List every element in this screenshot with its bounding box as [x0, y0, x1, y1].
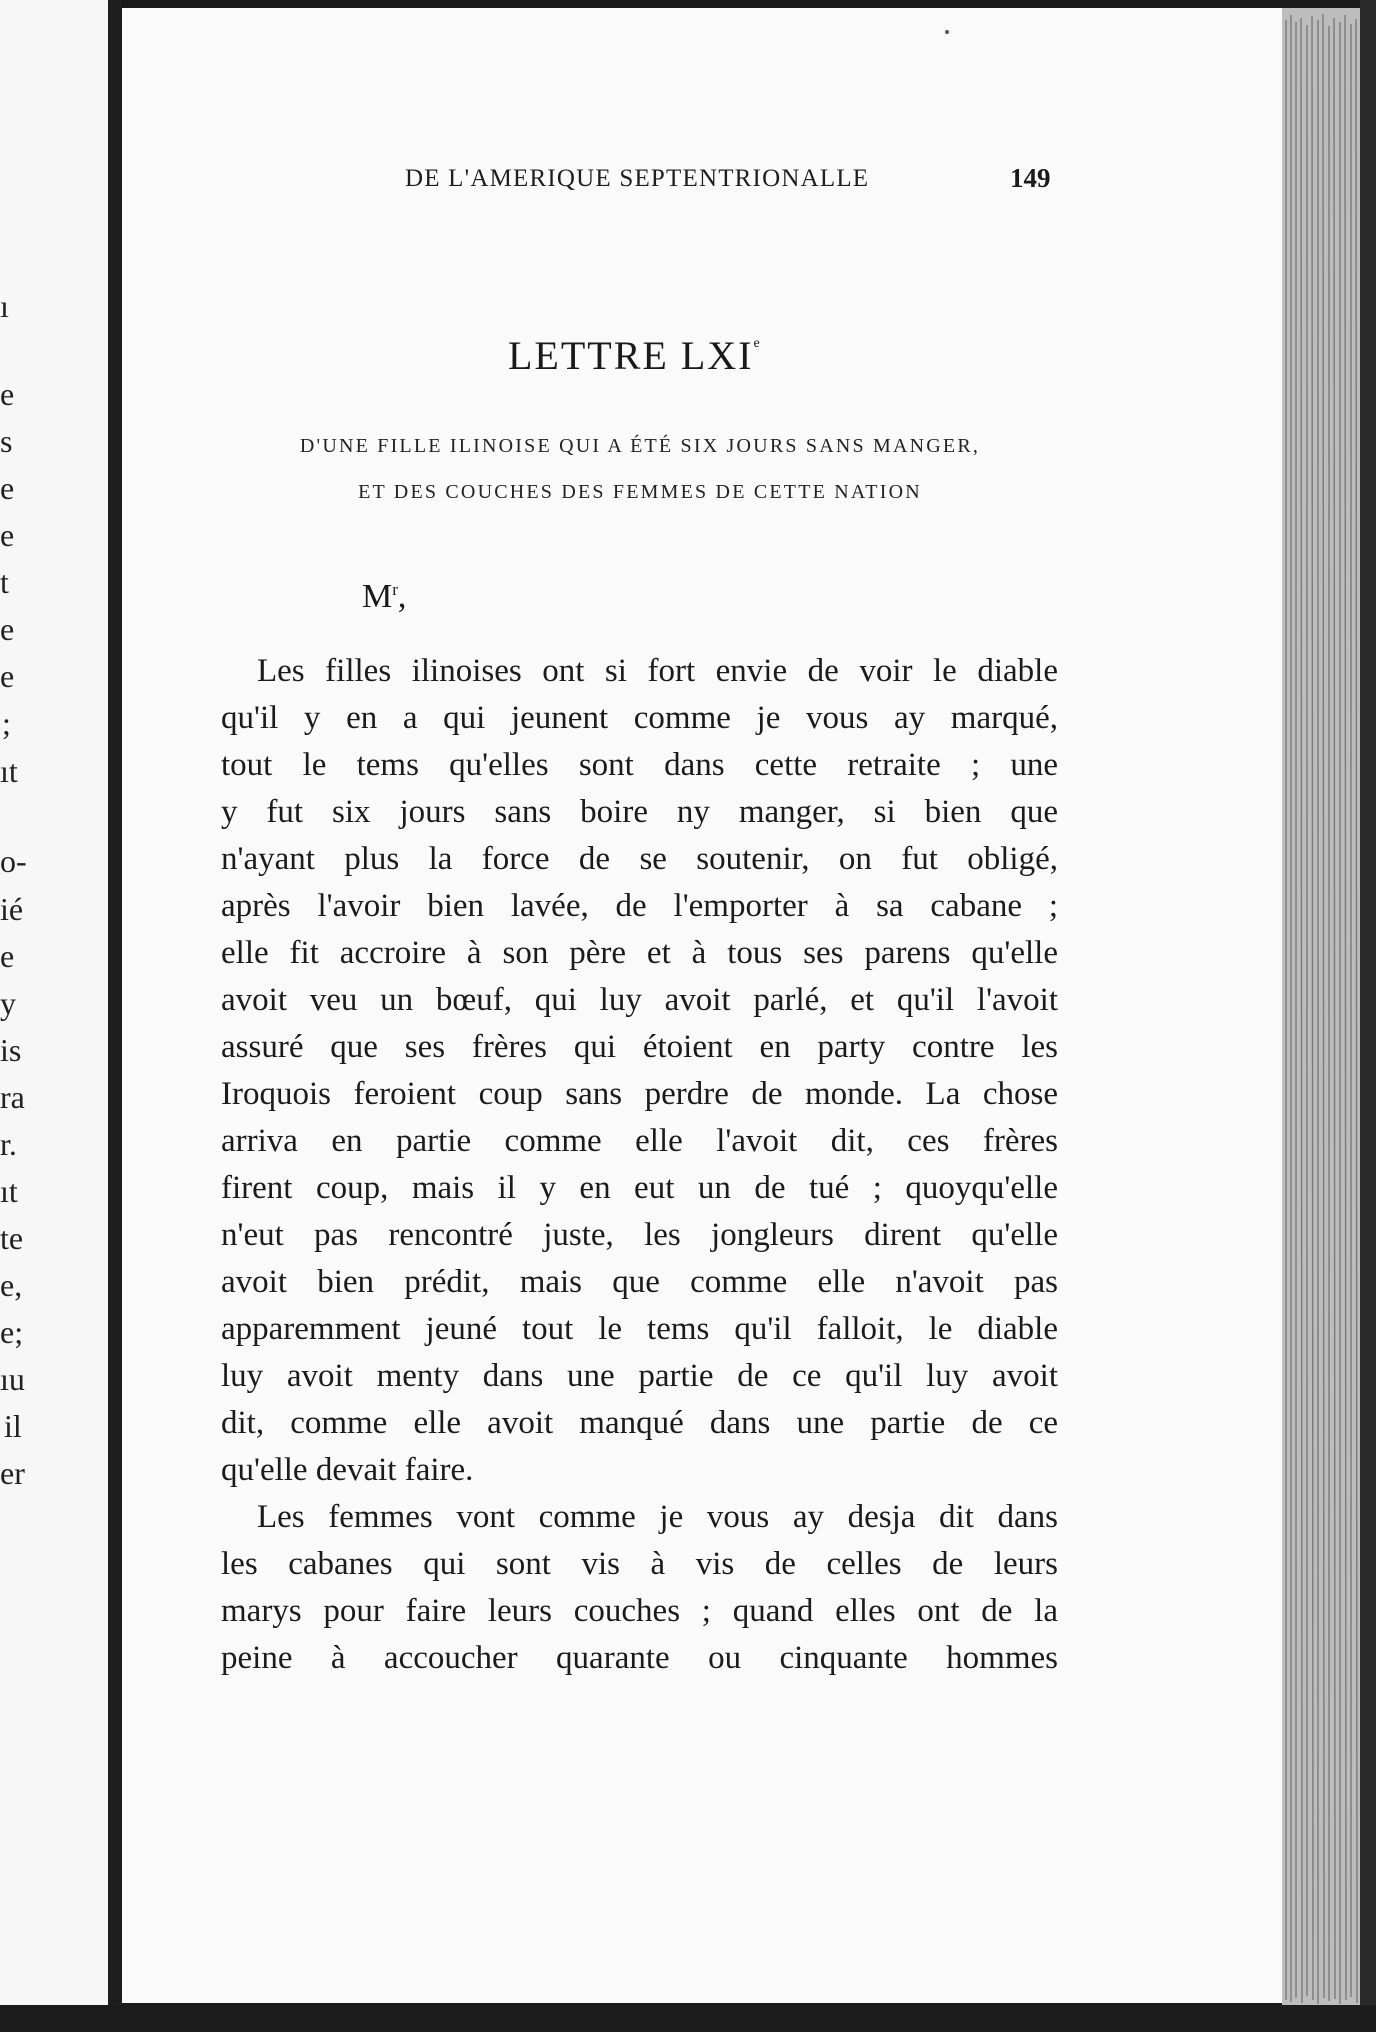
letter-title-superscript: e — [753, 336, 762, 351]
body-text-line: y fut six jours sans boire ny manger, si bien que — [221, 794, 1058, 830]
previous-page-fragment: e — [0, 517, 15, 553]
previous-page-fragment: er — [0, 1455, 25, 1491]
previous-page-fragment: ié — [0, 891, 24, 927]
body-text-line: Les femmes vont comme je vous ay desja dit dans — [257, 1499, 1058, 1535]
previous-page-fragment: t — [0, 564, 9, 600]
body-text-line: qu'elle devait faire. — [221, 1452, 474, 1488]
previous-page-fragment: ra — [0, 1079, 25, 1115]
body-text-line: elle fit accroire à son père et à tous ses parens qu'elle — [221, 935, 1058, 971]
previous-page-fragment: e; — [0, 1314, 24, 1350]
body-text-line: firent coup, mais il y en eut un de tué ; quoyqu'elle — [221, 1170, 1058, 1206]
previous-page-fragment: r. — [0, 1126, 17, 1162]
previous-page-fragment: e, — [0, 1267, 23, 1303]
salutation-superscript: r — [392, 580, 398, 599]
body-text-line: n'eut pas rencontré juste, les jongleurs dirent qu'elle — [221, 1217, 1058, 1253]
body-text-line: tout le tems qu'elles sont dans cette retraite ; une — [221, 747, 1058, 783]
previous-page-fragment: o- — [0, 843, 27, 879]
previous-page-fragment: il — [4, 1408, 22, 1444]
letter-subtitle-line: ET DES COUCHES DES FEMMES DE CETTE NATION — [358, 481, 922, 503]
body-text-line: qu'il y en a qui jeunent comme je vous ay marqué, — [221, 700, 1058, 736]
body-text-line: avoit veu un bœuf, qui luy avoit parlé, et qu'il l'avoit — [221, 982, 1058, 1018]
letter-subtitle-line: D'UNE FILLE ILINOISE QUI A ÉTÉ SIX JOURS SANS MANGER, — [299, 435, 981, 457]
letter-title-text: LETTRE LXI — [508, 333, 754, 378]
previous-page-fragment: e — [0, 658, 15, 694]
salutation-comma: , — [397, 578, 407, 615]
previous-page-fragment: ıt — [0, 753, 18, 789]
body-text-line: après l'avoir bien lavée, de l'emporter à sa cabane ; — [221, 888, 1058, 924]
previous-page-fragment: e — [0, 611, 15, 647]
body-text-line: avoit bien prédit, mais que comme elle n'avoit pas — [221, 1264, 1058, 1300]
salutation-text: M — [362, 578, 393, 615]
body-text-line: les cabanes qui sont vis à vis de celles de leurs — [221, 1546, 1058, 1582]
previous-page-fragment: ı — [0, 288, 9, 324]
previous-page-fragment: is — [0, 1032, 22, 1068]
body-text-line: assuré que ses frères qui étoient en party contre les — [221, 1029, 1058, 1065]
previous-page-fragment: y — [0, 985, 16, 1021]
running-head: DE L'AMERIQUE SEPTENTRIONALLE — [405, 165, 870, 192]
previous-page-fragment: e — [0, 470, 15, 506]
body-text-line: marys pour faire leurs couches ; quand elles ont de la — [221, 1593, 1058, 1629]
body-text-line: luy avoit menty dans une partie de ce qu'il luy avoit — [221, 1358, 1058, 1394]
salutation — [362, 578, 406, 616]
previous-page-fragment: s — [0, 423, 13, 459]
letter-title — [508, 332, 762, 379]
page-number: 149 — [1010, 163, 1051, 193]
body-text-line: apparemment jeuné tout le tems qu'il falloit, le diable — [221, 1311, 1058, 1347]
body-text-line: n'ayant plus la force de se soutenir, on fut obligé, — [221, 841, 1058, 877]
body-text-line: dit, comme elle avoit manqué dans une partie de ce — [221, 1405, 1058, 1441]
previous-page-fragment: te — [0, 1220, 24, 1256]
previous-page-fragment: e — [0, 938, 15, 974]
body-text-line: peine à accoucher quarante ou cinquante hommes — [221, 1640, 1058, 1676]
previous-page-fragment: ıt — [0, 1173, 18, 1209]
previous-page-fragment: e — [0, 376, 15, 412]
body-text-line: Les filles ilinoises ont si fort envie de voir le diable — [257, 653, 1058, 689]
previous-page-fragment: ıu — [0, 1361, 25, 1397]
previous-page-fragment: ; — [2, 705, 11, 741]
body-text-line: Iroquois feroient coup sans perdre de monde. La chose — [221, 1076, 1058, 1112]
body-text-line: arriva en partie comme elle l'avoit dit, ces frères — [221, 1123, 1058, 1159]
